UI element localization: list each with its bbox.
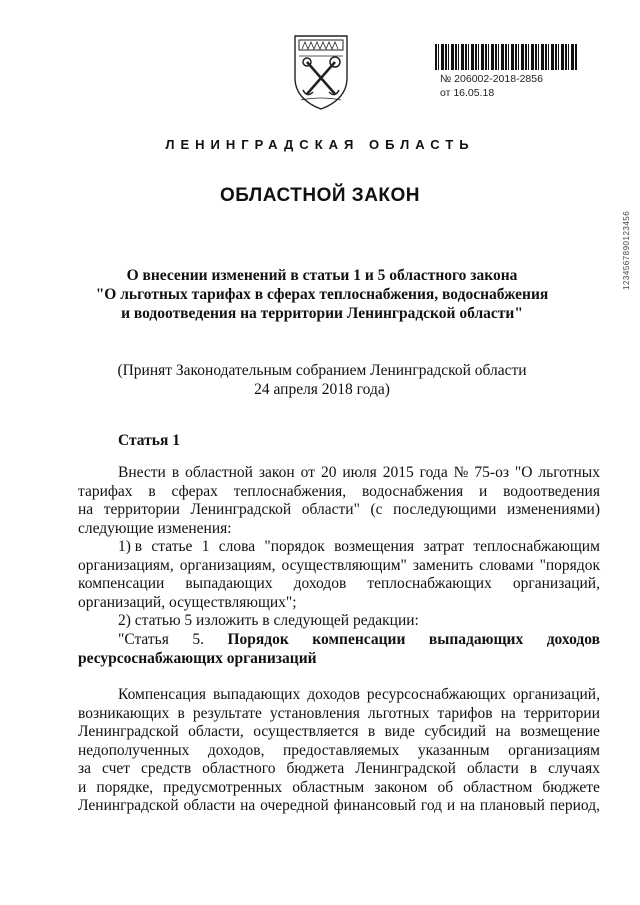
- text-word: территории: [103, 501, 180, 518]
- side-margin-mark: 1234567890123456: [622, 210, 631, 290]
- text-word: 75-оз: [474, 464, 509, 481]
- text-word: на: [500, 704, 516, 722]
- text-word: организаций,: [512, 686, 600, 703]
- text-line: [78, 575, 600, 594]
- text-word: выпадающих: [428, 631, 524, 648]
- adoption-note: [60, 361, 584, 399]
- text-word: затрат: [423, 538, 465, 555]
- text-word: плановый: [479, 797, 545, 814]
- text-line: [78, 501, 600, 520]
- text-word: в: [367, 723, 376, 740]
- text-word: "порядок: [539, 556, 600, 574]
- text-line: [78, 705, 600, 724]
- text-word: сферах: [171, 482, 218, 500]
- text-word: случаях: [548, 760, 600, 777]
- text-word: льготных: [538, 464, 600, 481]
- text-word: бюджете: [542, 778, 600, 796]
- text-word: бюджета: [286, 760, 345, 777]
- law-title-line: О внесении изменений в статьи 1 и 5 областного закона: [126, 267, 518, 284]
- text-word: статье: [151, 538, 193, 555]
- text-word: Компенсация: [118, 686, 206, 703]
- region-name: ЛЕНИНГРАДСКАЯ ОБЛАСТЬ: [165, 137, 475, 152]
- text-word: виде: [384, 723, 415, 740]
- text-word: субсидий: [424, 723, 487, 740]
- text-word: в: [177, 704, 185, 722]
- text-word: "Статья: [118, 631, 169, 648]
- text-word: от: [300, 464, 315, 481]
- law-title-line: и водоотведения на территории Ленинградской области": [121, 305, 523, 322]
- registration-date: от 16.05.18: [440, 87, 495, 99]
- text-word: теплоснабжающих: [367, 575, 492, 592]
- text-word: организациям,: [179, 556, 276, 574]
- article-1-body: [78, 464, 600, 631]
- article-5-heading: [78, 631, 600, 668]
- text-word: льготных: [367, 704, 430, 722]
- text-word: 20: [320, 464, 337, 481]
- text-word: области,: [188, 723, 244, 740]
- adoption-note-line: (Принят Законодательным собранием Ленинградской области: [117, 362, 527, 379]
- text-word: тарифов: [437, 704, 493, 722]
- text-word: июля: [342, 464, 377, 481]
- text-word: недополученных: [78, 741, 190, 759]
- text-word: Порядок: [227, 631, 289, 648]
- coat-of-arms-emblem: [291, 32, 351, 112]
- text-word: области: [183, 797, 236, 814]
- text-word: компенсации: [78, 575, 165, 592]
- text-word: "О: [514, 464, 533, 481]
- text-word: выпадающих: [212, 686, 301, 703]
- text-word: 1) в: [118, 538, 143, 555]
- text-word: доходов: [293, 575, 347, 592]
- text-word: период,: [549, 797, 600, 814]
- text-word: и: [478, 482, 488, 500]
- text-word: указанным: [417, 741, 490, 759]
- text-word: водоотведения: [503, 482, 600, 500]
- adoption-note-line: 24 апреля 2018 года): [254, 381, 390, 398]
- text-word: закон: [258, 464, 295, 481]
- text-word: изменениями): [506, 501, 600, 518]
- text-word: ресурсоснабжающих: [366, 686, 506, 703]
- text-word: на: [78, 501, 94, 518]
- text-word: в: [529, 760, 538, 777]
- text-word: об: [437, 778, 454, 796]
- text-line: [78, 483, 600, 502]
- text-word: и: [446, 797, 456, 814]
- law-title-line: "О льготных тарифах в сферах теплоснабжения, водоснабжения: [95, 286, 549, 303]
- text-word: областным: [292, 778, 365, 796]
- text-word: организаций, осуществляющих";: [78, 593, 297, 611]
- text-word: 2) статью 5 изложить в следующей редакции:: [118, 612, 419, 629]
- text-line: [78, 464, 600, 483]
- text-word: доходов: [546, 631, 600, 648]
- text-word: "порядок: [264, 538, 325, 555]
- text-word: предусмотренных: [163, 778, 283, 796]
- text-word: (с: [370, 501, 383, 518]
- text-word: областного: [202, 760, 276, 777]
- text-line: [78, 686, 600, 705]
- text-word: на: [459, 797, 476, 814]
- law-title: [60, 266, 584, 323]
- text-word: области": [301, 501, 360, 518]
- text-word: теплоснабжения,: [233, 482, 347, 500]
- text-word: следующие изменения:: [78, 519, 232, 537]
- text-word: Ленинградской: [78, 797, 179, 814]
- text-word: осуществляющим": [281, 556, 407, 574]
- text-line: [78, 538, 600, 557]
- law-type: ОБЛАСТНОЙ ЗАКОН: [219, 185, 421, 206]
- text-word: порядке,: [96, 778, 154, 796]
- text-line: [78, 779, 600, 798]
- text-line: [78, 760, 600, 779]
- text-word: осуществляется: [253, 723, 359, 740]
- text-word: 5.: [192, 631, 204, 648]
- text-word: доходов,: [207, 741, 265, 759]
- text-word: возмещения: [334, 538, 415, 555]
- article-5-body: [78, 686, 600, 816]
- text-line: [78, 723, 600, 742]
- text-word: на: [240, 797, 256, 814]
- text-word: доходов: [307, 686, 360, 703]
- text-word: компенсации: [312, 631, 406, 648]
- text-line: [78, 612, 600, 631]
- text-word: организациям,: [78, 556, 174, 574]
- text-word: организаций,: [512, 575, 600, 592]
- text-word: средств: [141, 760, 192, 777]
- text-word: и: [78, 778, 87, 796]
- text-word: 2015: [382, 464, 414, 481]
- text-line: [78, 520, 600, 539]
- text-word: очередной: [260, 797, 329, 814]
- text-word: в: [171, 464, 180, 481]
- text-word: финансовый: [333, 797, 417, 814]
- text-word: №: [453, 464, 469, 481]
- text-word: счет: [102, 760, 131, 777]
- text-word: Ленинградской: [355, 760, 456, 777]
- article-1-heading: Статья 1: [118, 432, 180, 449]
- text-word: области: [466, 760, 519, 777]
- article-5-heading-line: [78, 631, 600, 650]
- article-5-heading-line: ресурсоснабжающих организаций: [78, 649, 317, 667]
- text-word: областной: [185, 464, 253, 481]
- text-word: водоснабжения: [361, 482, 464, 500]
- text-line: [78, 797, 600, 816]
- text-word: в: [148, 482, 156, 500]
- barcode: [435, 44, 577, 70]
- text-word: организациям: [508, 741, 600, 759]
- text-word: слова: [218, 538, 256, 555]
- text-word: тарифах: [78, 482, 133, 500]
- registration-number: № 206002-2018-2856: [440, 73, 543, 85]
- text-line: [78, 742, 600, 761]
- registration-stamp: [440, 72, 543, 100]
- text-word: выпадающих: [185, 575, 273, 592]
- text-word: возмещение: [520, 723, 600, 740]
- text-word: заменить: [412, 556, 474, 574]
- text-line: [78, 594, 600, 613]
- text-word: Ленинградской: [190, 501, 292, 518]
- text-word: 1: [201, 538, 210, 555]
- text-word: за: [78, 760, 92, 777]
- text-word: территории: [523, 704, 600, 722]
- text-word: Ленинградской: [78, 723, 179, 740]
- text-word: областном: [463, 778, 533, 796]
- text-line: [78, 557, 600, 576]
- text-word: теплоснабжающим: [473, 538, 600, 555]
- text-word: на: [495, 723, 511, 740]
- text-word: последующими: [393, 501, 497, 518]
- text-word: год: [420, 797, 443, 814]
- text-word: Внести: [118, 464, 166, 481]
- text-word: года: [419, 464, 448, 481]
- text-word: установления: [269, 704, 360, 722]
- text-word: результате: [192, 704, 262, 722]
- text-word: законом: [374, 778, 428, 796]
- text-word: предоставляемых: [282, 741, 400, 759]
- text-word: словами: [479, 556, 534, 574]
- text-word: возникающих: [78, 704, 170, 722]
